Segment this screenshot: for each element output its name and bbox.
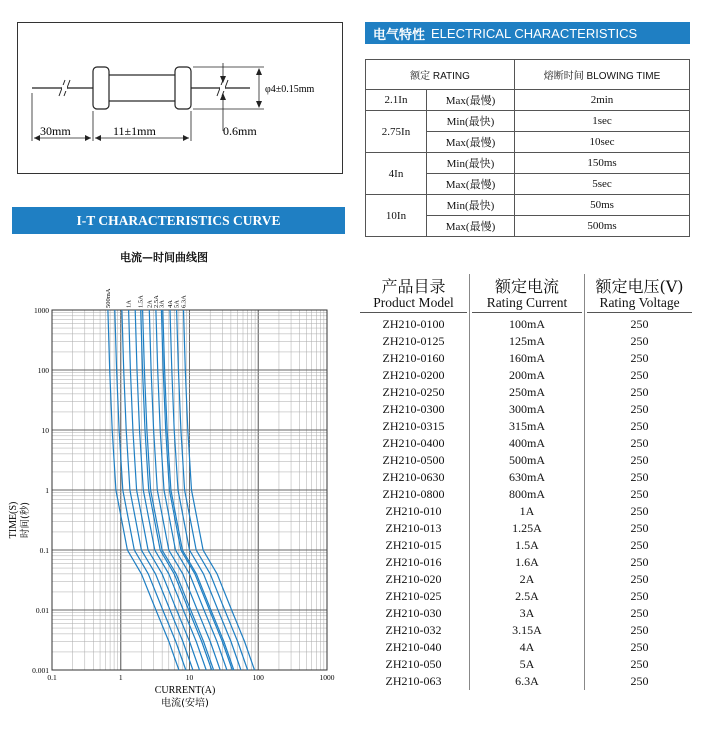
series-label: 2.5A	[152, 295, 160, 308]
limit-cell: Max(最慢)	[427, 132, 515, 153]
rating-current-header-zh: 额定电流	[494, 277, 559, 296]
product-model-cell: ZH210-0250	[382, 385, 445, 399]
rating-voltage-cell: 250	[630, 657, 649, 671]
table-row	[360, 452, 692, 469]
time-cell: 150ms	[515, 153, 690, 174]
rating-voltage-cell: 250	[630, 504, 649, 518]
y-tick-label: 0.1	[39, 546, 49, 555]
product-model-header-en: Product Model	[373, 295, 454, 310]
chart-title: 电流—时间曲线图	[120, 251, 208, 264]
limit-cell: Max(最慢)	[427, 174, 515, 195]
dimension-drawing	[17, 22, 343, 174]
electrical-title-zh: 电气特性	[373, 26, 426, 42]
product-model-cell: ZH210-050	[385, 657, 442, 671]
y-tick-label: 0.001	[32, 666, 49, 675]
product-model-cell: ZH210-030	[385, 606, 442, 620]
rating-voltage-cell: 250	[630, 334, 649, 348]
product-model-cell: ZH210-020	[385, 572, 442, 586]
time-cell: 500ms	[515, 216, 690, 237]
table-row	[360, 571, 692, 588]
table-row	[360, 622, 692, 639]
rating-voltage-cell: 250	[630, 674, 649, 688]
product-model-cell: ZH210-0200	[382, 368, 445, 382]
rating-current-cell: 125mA	[509, 334, 545, 348]
product-model-cell: ZH210-0630	[382, 470, 445, 484]
series-label: 5A	[173, 300, 181, 308]
x-tick-label: 10	[185, 673, 194, 682]
rating-cell: 2.1In	[366, 90, 427, 111]
y-tick-label: 10	[41, 426, 49, 435]
rating-current-cell: 1.6A	[515, 555, 539, 569]
rating-current-header-en: Rating Current	[486, 295, 568, 310]
rating-voltage-cell: 250	[630, 538, 649, 552]
electrical-table	[365, 59, 690, 237]
table-row	[360, 503, 692, 520]
rating-current-cell: 630mA	[509, 470, 545, 484]
rating-voltage-cell: 250	[630, 487, 649, 501]
rating-current-cell: 1A	[519, 504, 535, 518]
rating-voltage-header	[587, 274, 692, 311]
series-label: 6.3A	[180, 295, 188, 308]
y-tick-label: 1000	[34, 306, 49, 315]
rating-voltage-cell: 250	[630, 572, 649, 586]
table-row	[360, 486, 692, 503]
rating-current-cell: 1.5A	[515, 538, 539, 552]
rating-current-cell: 2.5A	[515, 589, 539, 603]
time-cell: 50ms	[515, 195, 690, 216]
product-model-cell: ZH210-010	[385, 504, 442, 518]
table-row	[360, 350, 692, 367]
electrical-characteristics-banner	[365, 22, 690, 44]
time-cell: 2min	[515, 90, 690, 111]
rating-voltage-cell: 250	[630, 436, 649, 450]
series-label: 1.5A	[137, 295, 145, 308]
table-row	[360, 520, 692, 537]
table-row	[360, 639, 692, 656]
rating-voltage-cell: 250	[630, 470, 649, 484]
product-model-cell: ZH210-025	[385, 589, 442, 603]
product-model-cell: ZH210-016	[385, 555, 442, 569]
rating-cell: 4In	[366, 153, 427, 195]
time-cell: 1sec	[515, 111, 690, 132]
y-tick-label: 1	[45, 486, 49, 495]
rating-voltage-header-en: Rating Voltage	[599, 295, 680, 310]
product-model-cell: ZH210-0800	[382, 487, 445, 501]
rating-voltage-cell: 250	[630, 351, 649, 365]
rating-voltage-cell: 250	[630, 368, 649, 382]
product-model-cell: ZH210-0300	[382, 402, 445, 416]
rating-current-cell: 160mA	[509, 351, 545, 365]
table-row	[360, 316, 692, 333]
table-row	[360, 605, 692, 622]
product-model-cell: ZH210-013	[385, 521, 442, 535]
rating-voltage-cell: 250	[630, 640, 649, 654]
limit-cell: Max(最慢)	[427, 90, 515, 111]
product-model-cell: ZH210-0315	[382, 419, 445, 433]
y-tick-label: 100	[37, 366, 49, 375]
rating-current-cell: 100mA	[509, 317, 545, 331]
product-model-cell: ZH210-0400	[382, 436, 445, 450]
table-row	[360, 469, 692, 486]
table-row	[360, 656, 692, 673]
limit-cell: Min(最快)	[427, 153, 515, 174]
rating-current-cell: 300mA	[509, 402, 545, 416]
right-end-cap	[175, 67, 191, 109]
rating-voltage-cell: 250	[630, 555, 649, 569]
series-label: 2A	[146, 300, 154, 308]
rating-cell: 10In	[366, 195, 427, 237]
product-model-cell: ZH210-063	[385, 674, 442, 688]
rating-current-cell: 3.15A	[512, 623, 542, 637]
series-label: 4A	[167, 300, 174, 308]
lead-diameter-label: 0.6mm	[223, 124, 257, 138]
table-row	[360, 384, 692, 401]
rating-voltage-cell: 250	[630, 623, 649, 637]
x-tick-label: 1000	[319, 673, 335, 682]
rating-current-cell: 800mA	[509, 487, 545, 501]
table-row	[360, 418, 692, 435]
time-cell: 5sec	[515, 174, 690, 195]
table-row	[360, 588, 692, 605]
fuse-body	[106, 75, 178, 101]
rating-voltage-cell: 250	[630, 521, 649, 535]
rating-voltage-cell: 250	[630, 385, 649, 399]
rating-current-cell: 250mA	[509, 385, 545, 399]
rating-voltage-cell: 250	[630, 589, 649, 603]
rating-current-cell: 2A	[519, 572, 535, 586]
rating-current-cell: 200mA	[509, 368, 545, 382]
product-model-cell: ZH210-0500	[382, 453, 445, 467]
product-model-cell: ZH210-0100	[382, 317, 445, 331]
rating-current-cell: 4A	[519, 640, 535, 654]
it-curve-chart	[0, 270, 345, 715]
product-model-cell: ZH210-032	[385, 623, 442, 637]
product-model-cell: ZH210-0125	[382, 334, 445, 348]
body-diameter-label: φ4±0.15mm	[265, 84, 315, 95]
y-tick-label: 0.01	[35, 606, 49, 615]
product-model-cell: ZH210-015	[385, 538, 442, 552]
series-label: 500mA	[104, 288, 112, 308]
product-table-body	[360, 316, 692, 690]
product-model-header	[360, 274, 467, 311]
electrical-title-en: ELECTRICAL CHARACTERISTICS	[431, 25, 638, 41]
series-label: 1A	[125, 300, 133, 308]
product-model-cell: ZH210-0160	[382, 351, 445, 365]
blowing-time-header: 熔断时间 BLOWING TIME	[515, 60, 690, 90]
rating-current-cell: 3A	[519, 606, 535, 620]
limit-cell: Min(最快)	[427, 195, 515, 216]
rating-voltage-cell: 250	[630, 402, 649, 416]
y-axis-label: TIME(S)	[8, 501, 19, 539]
lead-length-label: 30mm	[40, 124, 71, 138]
rating-current-cell: 1.25A	[512, 521, 542, 535]
rating-cell: 2.75In	[366, 111, 427, 153]
rating-current-cell: 500mA	[509, 453, 545, 467]
table-row	[360, 554, 692, 571]
product-model-header-zh: 产品目录	[381, 277, 446, 296]
body-length-label: 11±1mm	[113, 124, 156, 138]
series-label: 3A	[158, 300, 166, 308]
limit-cell: Max(最慢)	[427, 216, 515, 237]
it-curve-banner: I-T CHARACTERISTICS CURVE	[12, 207, 345, 234]
x-tick-label: 1	[118, 673, 123, 682]
x-tick-label: 100	[252, 673, 264, 682]
table-row	[360, 401, 692, 418]
rating-voltage-cell: 250	[630, 419, 649, 433]
x-axis-label-zh: 电流(安培)	[161, 698, 209, 709]
limit-cell: Min(最快)	[427, 111, 515, 132]
fuse-drawing-svg	[18, 23, 342, 173]
table-row	[360, 673, 692, 690]
table-row	[360, 333, 692, 350]
rating-header: 额定 RATING	[366, 60, 515, 90]
left-end-cap	[93, 67, 109, 109]
rating-voltage-cell: 250	[630, 606, 649, 620]
rating-voltage-header-zh: 额定电压(V)	[595, 277, 684, 296]
rating-voltage-cell: 250	[630, 453, 649, 467]
chart-series-labels	[105, 288, 188, 308]
table-row	[360, 367, 692, 384]
rating-current-header	[472, 274, 582, 311]
time-cell: 10sec	[515, 132, 690, 153]
chart-grid	[52, 310, 327, 670]
rating-current-cell: 400mA	[509, 436, 545, 450]
rating-voltage-cell: 250	[630, 317, 649, 331]
x-tick-label: 0.1	[47, 673, 57, 682]
rating-current-cell: 5A	[519, 657, 535, 671]
product-model-cell: ZH210-040	[385, 640, 442, 654]
table-row	[360, 435, 692, 452]
rating-current-cell: 315mA	[509, 419, 545, 433]
rating-current-cell: 6.3A	[515, 674, 539, 688]
y-axis-label-zh: 时间(秒)	[20, 502, 31, 538]
x-axis-label: CURRENT(A)	[154, 685, 216, 696]
table-row	[360, 537, 692, 554]
